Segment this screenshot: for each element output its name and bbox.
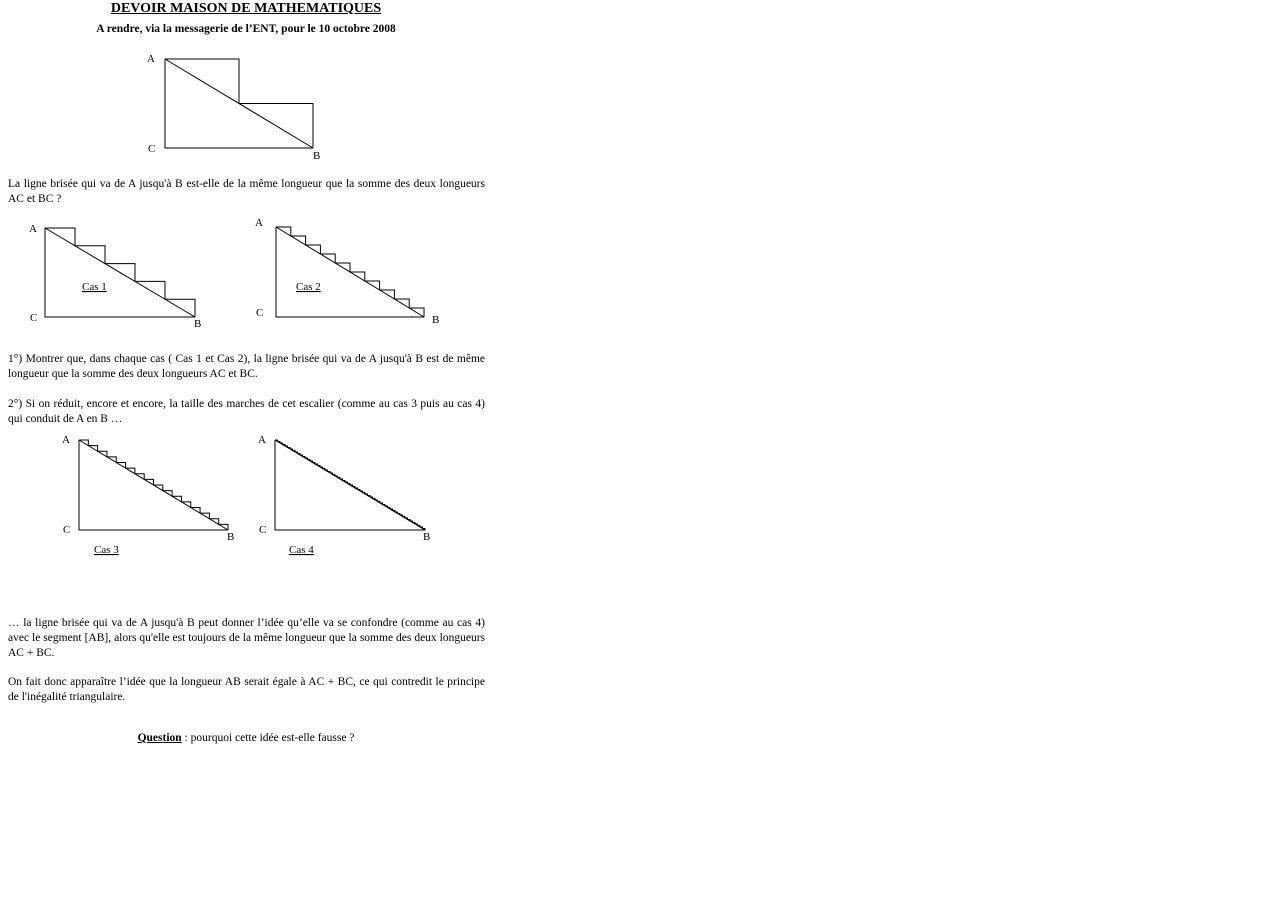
label-c: C <box>256 307 264 319</box>
label-a: A <box>255 217 263 229</box>
contradiction-paragraph: On fait donc apparaître l’idée que la longueur AB serait égale à AC + BC, ce qui contredit le principe de l'inégalité triangulaire. <box>8 676 485 703</box>
label-a: A <box>29 223 37 235</box>
question-1-paragraph: 1°) Montrer que, dans chaque cas ( Cas 1 et Cas 2), la ligne brisée qui va de A jusqu'à B est de même longueur que la somme des deux longueurs AC et BC. <box>8 353 485 380</box>
label-b: B <box>423 531 431 543</box>
question-2-paragraph: 2°) Si on réduit, encore et encore, la taille des marches de cet escalier (comme au cas 3 puis au cas 4) qui conduit de A en B … <box>8 398 485 425</box>
label-a: A <box>258 434 266 446</box>
label-c: C <box>30 312 38 324</box>
caption-cas-4: Cas 4 <box>289 544 314 556</box>
label-c: C <box>63 524 71 536</box>
label-b: B <box>194 318 202 330</box>
document-subtitle: A rendre, via la messagerie de l’ENT, pour le 10 octobre 2008 <box>96 23 396 35</box>
staircase-line <box>275 440 425 530</box>
caption-cas-1: Cas 1 <box>82 281 107 293</box>
label-a: A <box>147 53 155 65</box>
label-b: B <box>432 314 440 326</box>
final-question <box>0 732 492 744</box>
label-c: C <box>259 524 267 536</box>
caption-cas-3: Cas 3 <box>94 544 119 556</box>
label-a: A <box>62 434 70 446</box>
label-b: B <box>313 150 321 162</box>
document-title: DEVOIR MAISON DE MATHEMATIQUES <box>110 1 382 16</box>
question-text: : pourquoi cette idée est-elle fausse ? <box>181 732 355 744</box>
conclusion-paragraph: … la ligne brisée qui va de A jusqu'à B peut donner l’idée qu’elle va se confondre (comme au cas 4) avec le segment [AB], alors qu'elle est toujours de la même longueur que la somme des deux longueurs AC + BC. <box>8 617 485 659</box>
label-c: C <box>148 143 156 155</box>
caption-cas-2: Cas 2 <box>296 281 321 293</box>
label-b: B <box>227 531 235 543</box>
question-label: Question <box>137 732 182 744</box>
intro-paragraph: La ligne brisée qui va de A jusqu'à B est-elle de la même longueur que la somme des deux longueurs AC et BC ? <box>8 178 485 205</box>
figure-cas-4 <box>0 0 492 921</box>
